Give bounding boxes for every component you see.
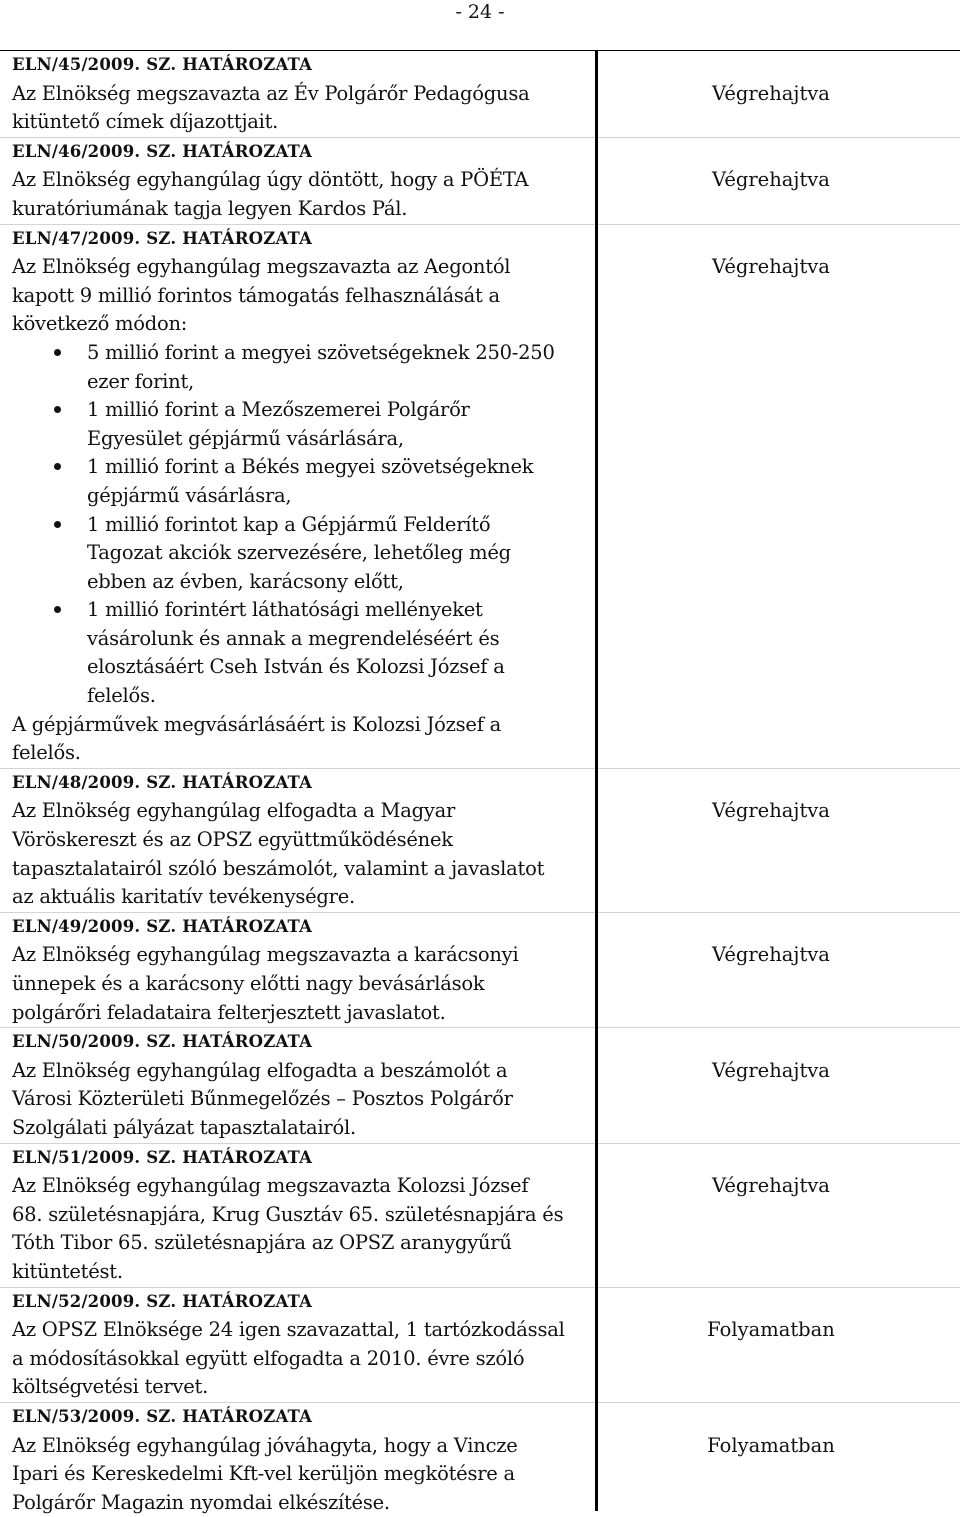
resolution-text-line: az aktuális karitatív tevékenységre.: [12, 885, 355, 909]
resolution-row: [0, 1288, 960, 1403]
status-placeholder: [582, 1403, 960, 1432]
page-number: - 24 -: [455, 1, 505, 23]
resolution-text-line: Ipari és Kereskedelmi Kft-vel kerüljön megkötésre a: [12, 1462, 515, 1486]
resolution-status: Végrehajtva: [712, 81, 830, 105]
resolution-body: [0, 1144, 582, 1287]
allocation-item-line: ezer forint,: [87, 369, 194, 393]
resolution-text-line: kitüntető címek díjazottjait.: [12, 110, 279, 134]
resolution-text-line: Vöröskereszt és az OPSZ együttműködésének: [12, 828, 453, 852]
resolution-id: ELN/52/2009. SZ. HATÁROZATA: [12, 1291, 313, 1311]
resolution-body: [0, 913, 582, 1027]
resolution-text-line: kapott 9 millió forintos támogatás felhasználását a: [12, 283, 500, 307]
resolution-row: [0, 51, 960, 138]
resolution-text-line: Az Elnökség egyhangúlag jóváhagyta, hogy a Vincze: [12, 1433, 518, 1457]
resolution-text-line: a módosításokkal együtt elfogadta a 2010. évre szóló: [12, 1346, 525, 1370]
resolution-id: ELN/50/2009. SZ. HATÁROZATA: [12, 1032, 313, 1052]
allocation-item-line: Tagozat akciók szervezésére, lehetőleg még: [87, 541, 511, 565]
resolution-row: [0, 769, 960, 913]
allocation-item-line: 5 millió forint a megyei szövetségeknek 250-250: [12, 339, 582, 368]
resolution-id: ELN/51/2009. SZ. HATÁROZATA: [12, 1147, 313, 1167]
resolution-row: [0, 138, 960, 225]
resolution-closing-line: A gépjárművek megvásárlásáért is Kolozsi József a: [12, 712, 501, 736]
resolution-id: ELN/49/2009. SZ. HATÁROZATA: [12, 916, 313, 936]
resolution-status: Végrehajtva: [712, 1174, 830, 1198]
resolution-text-line: Az Elnökség egyhangúlag úgy döntött, hogy a PÖÉTA: [12, 168, 529, 192]
status-cell: [582, 1144, 960, 1287]
status-placeholder: [582, 1288, 960, 1317]
resolutions-table: [0, 50, 960, 1514]
resolution-body: [0, 1288, 582, 1402]
resolution-row: [0, 913, 960, 1028]
resolution-text-line: Az Elnökség egyhangúlag elfogadta a beszámolót a: [12, 1058, 508, 1082]
status-cell: [582, 1028, 960, 1142]
resolution-body: [0, 1028, 582, 1142]
resolution-text-line: Városi Közterületi Bűnmegelőzés – Posztos Polgárőr: [12, 1087, 513, 1111]
resolution-status: Folyamatban: [707, 1318, 835, 1342]
status-cell: [582, 1288, 960, 1402]
resolution-text-line: Az Elnökség egyhangúlag megszavazta Kolozsi József: [12, 1174, 529, 1198]
resolution-status: Végrehajtva: [712, 168, 830, 192]
resolution-status: Végrehajtva: [712, 943, 830, 967]
status-cell: [582, 1403, 960, 1517]
allocation-item-line: ebben az évben, karácsony előtt,: [87, 569, 404, 593]
status-cell: [582, 769, 960, 912]
resolution-text-line: Tóth Tibor 65. születésnapjára az OPSZ aranygyűrű: [12, 1231, 512, 1255]
resolution-text-line: polgárőri feladataira felterjesztett javaslatot.: [12, 1000, 446, 1024]
status-cell: [582, 138, 960, 224]
resolution-text-line: Az Elnökség egyhangúlag megszavazta az Aegontól: [12, 255, 511, 279]
resolution-row: [0, 1144, 960, 1288]
resolution-row: [0, 1403, 960, 1517]
resolution-text-line: Az OPSZ Elnöksége 24 igen szavazattal, 1 tartózkodással: [12, 1318, 565, 1342]
allocation-list: [12, 339, 582, 711]
resolution-text-line: tapasztalatairól szóló beszámolót, valamint a javaslatot: [12, 856, 545, 880]
resolution-text-line: 68. születésnapjára, Krug Gusztáv 65. születésnapjára és: [12, 1202, 564, 1226]
resolution-status: Folyamatban: [707, 1433, 835, 1457]
status-cell: [582, 913, 960, 1027]
resolution-text-line: költségvetési tervet.: [12, 1375, 209, 1399]
bullet-icon: [54, 521, 61, 528]
status-placeholder: [582, 51, 960, 80]
allocation-item-line: elosztásáért Cseh István és Kolozsi József a: [87, 655, 505, 679]
resolution-id: ELN/48/2009. SZ. HATÁROZATA: [12, 772, 313, 792]
resolution-text-line: kuratóriumának tagja legyen Kardos Pál.: [12, 196, 408, 220]
resolution-body: [0, 138, 582, 224]
resolution-text-line: ünnepek és a karácsony előtti nagy bevásárlások: [12, 972, 485, 995]
allocation-item-line: 1 millió forintért láthatósági mellényeket: [12, 596, 582, 625]
resolution-text-line: Az Elnökség egyhangúlag megszavazta a karácsonyi: [12, 943, 519, 967]
allocation-item-line: Egyesület gépjármű vásárlására,: [87, 426, 404, 450]
resolution-status: Végrehajtva: [712, 1058, 830, 1082]
resolution-closing-line: felelős.: [12, 741, 81, 765]
status-placeholder: [582, 1028, 960, 1057]
bullet-icon: [54, 606, 61, 613]
allocation-item-line: vásárolunk és annak a megrendeléséért és: [87, 626, 500, 650]
allocation-item-line: gépjármű vásárlásra,: [87, 483, 292, 507]
status-placeholder: [582, 138, 960, 167]
bullet-icon: [54, 406, 61, 413]
resolution-id: ELN/46/2009. SZ. HATÁROZATA: [12, 141, 313, 161]
resolution-text-line: kitüntetést.: [12, 1259, 123, 1283]
status-cell: [582, 225, 960, 768]
resolution-text-line: következő módon:: [12, 312, 188, 336]
resolution-body: [0, 1403, 582, 1517]
resolution-text-line: Szolgálati pályázat tapasztalatairól.: [12, 1115, 356, 1139]
allocation-item-line: 1 millió forint a Békés megyei szövetségeknek: [12, 453, 582, 482]
resolution-status: Végrehajtva: [712, 799, 830, 823]
status-placeholder: [582, 769, 960, 798]
resolution-text-line: Polgárőr Magazin nyomdai elkészítése.: [12, 1490, 390, 1514]
resolution-body: [0, 225, 582, 768]
resolution-status: Végrehajtva: [712, 255, 830, 279]
resolution-row: [0, 1028, 960, 1143]
allocation-item-line: 1 millió forintot kap a Gépjármű Felderítő: [12, 511, 582, 540]
resolution-id: ELN/47/2009. SZ. HATÁROZATA: [12, 228, 313, 248]
allocation-item-line: felelős.: [87, 684, 156, 708]
status-cell: [582, 51, 960, 137]
status-placeholder: [582, 225, 960, 254]
allocation-item-line: 1 millió forint a Mezőszemerei Polgárőr: [12, 396, 582, 425]
bullet-icon: [54, 463, 61, 470]
column-divider: [595, 51, 598, 1511]
status-placeholder: [582, 1144, 960, 1173]
resolution-id: ELN/53/2009. SZ. HATÁROZATA: [12, 1406, 313, 1426]
status-placeholder: [582, 913, 960, 942]
resolution-row: [0, 225, 960, 769]
resolution-rows: [0, 51, 960, 1517]
resolution-text-line: Az Elnökség megszavazta az Év Polgárőr Pedagógusa: [12, 81, 530, 105]
resolution-text-line: Az Elnökség egyhangúlag elfogadta a Magyar: [12, 799, 456, 823]
bullet-icon: [54, 349, 61, 356]
resolution-id: ELN/45/2009. SZ. HATÁROZATA: [12, 55, 313, 74]
resolution-body: [0, 769, 582, 912]
resolution-body: [0, 51, 582, 137]
